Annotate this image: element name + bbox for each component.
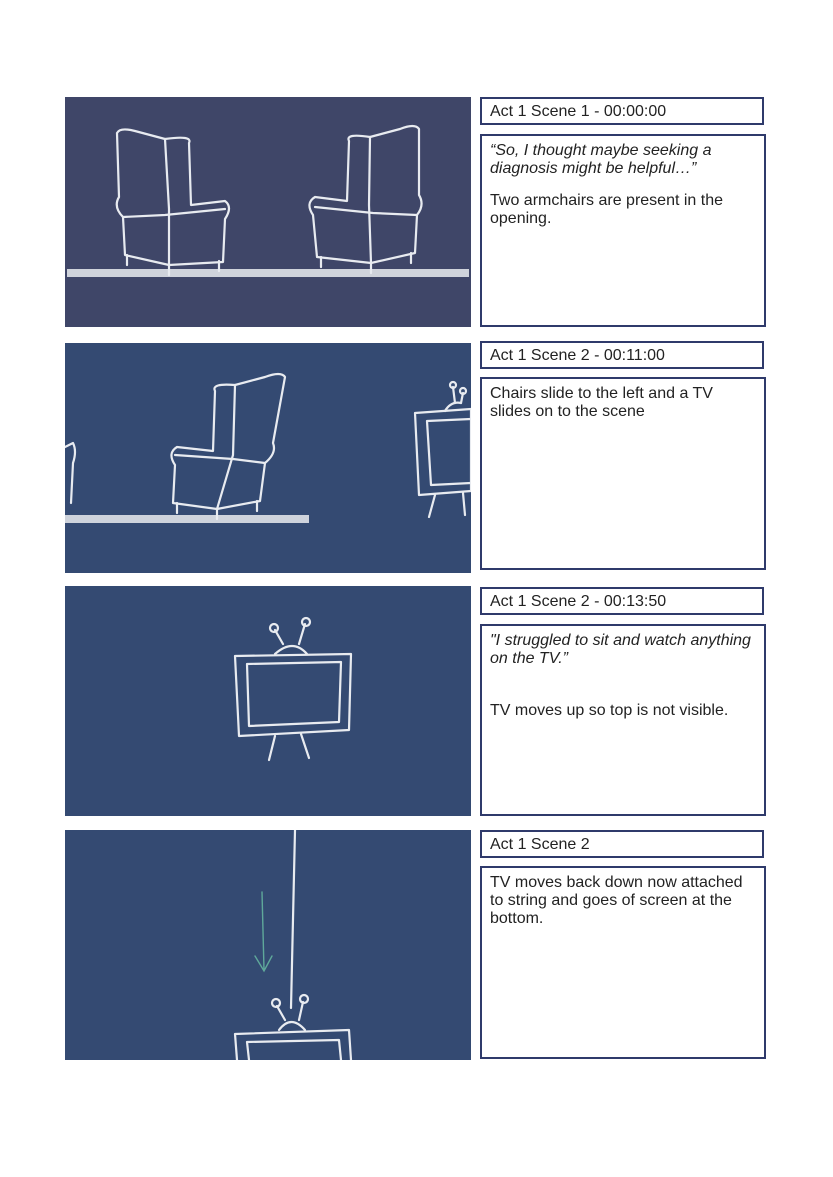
storyboard-frame-1 <box>65 97 471 327</box>
storyboard-frame-4 <box>65 830 471 1060</box>
scene-notes-4 <box>480 866 766 1059</box>
scene-description-4: TV moves back down now attached to string and goes of screen at the bottom. <box>490 874 743 927</box>
scene-label-1: Act 1 Scene 1 - 00:00:00 <box>480 97 764 125</box>
frame-2-illustration <box>65 343 471 573</box>
scene-notes-2 <box>480 377 766 570</box>
scene-label-2: Act 1 Scene 2 - 00:11:00 <box>480 341 764 369</box>
scene-description-2: Chairs slide to the left and a TV slides on to the scene <box>490 385 713 420</box>
dialogue-quote-1: “So, I thought maybe seeking a diagnosis might be helpful…” <box>490 142 712 177</box>
storyboard-frame-2 <box>65 343 471 573</box>
scene-description-1: Two armchairs are present in the opening. <box>490 192 723 227</box>
scene-label-4: Act 1 Scene 2 <box>480 830 764 858</box>
scene-notes-3 <box>480 624 766 816</box>
frame-3-illustration <box>65 586 471 816</box>
storyboard-frame-3 <box>65 586 471 816</box>
dialogue-quote-3: "I struggled to sit and watch anything on the TV.” <box>490 632 751 667</box>
scene-notes-1 <box>480 134 766 327</box>
scene-label-3: Act 1 Scene 2 - 00:13:50 <box>480 587 764 615</box>
frame-1-illustration <box>65 97 471 327</box>
scene-description-3: TV moves up so top is not visible. <box>490 702 729 719</box>
frame-4-illustration <box>65 830 471 1060</box>
